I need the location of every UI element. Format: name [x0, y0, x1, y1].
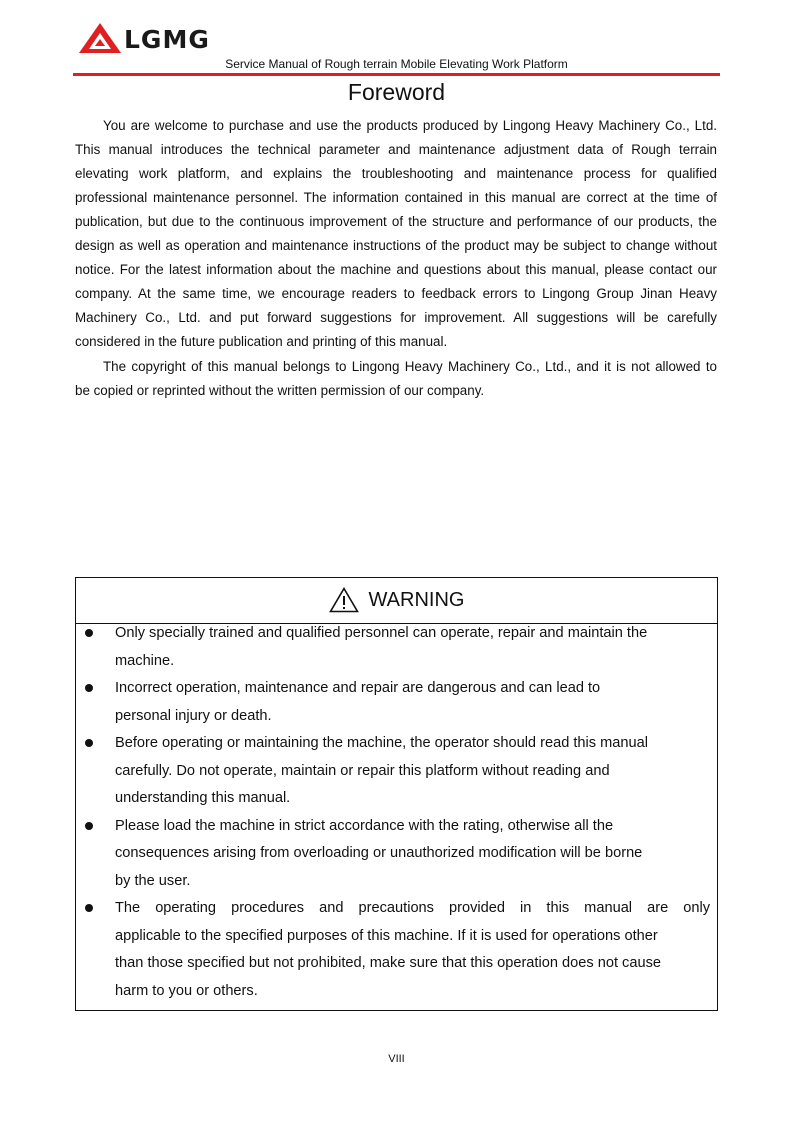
warning-item: [76, 895, 717, 1005]
warning-label: WARNING: [368, 589, 465, 611]
page-title: Foreword: [347, 79, 446, 105]
warning-item: [76, 675, 717, 730]
logo-text: LGMG: [124, 25, 210, 54]
warning-line: Please load the machine in strict accordance with the rating, otherwise all the: [115, 817, 614, 834]
header-divider: [73, 73, 720, 76]
warning-line: Only specially trained and qualified personnel can operate, repair and maintain the: [115, 625, 648, 641]
warning-line: Before operating or maintaining the machine, the operator should read this manual: [115, 735, 648, 751]
foreword-paragraph-1: [75, 114, 717, 354]
paragraph-line: This manual introduces the technical parameter and maintenance adjustment data of Rough terrain: [75, 142, 717, 157]
bullet-icon: [85, 739, 93, 747]
bullet-icon: [85, 629, 93, 637]
paragraph-line: notice. For the latest information about the machine and questions about this manual, please contact our: [75, 262, 717, 277]
paragraph-line: company. At the same time, we encourage readers to feedback errors to Lingong Group Jinan Heavy: [75, 286, 717, 301]
warning-line: carefully. Do not operate, maintain or repair this platform without reading and: [115, 762, 610, 779]
warning-item: [76, 813, 717, 896]
manual-title: Service Manual of Rough terrain Mobile Elevating Work Platform: [225, 57, 568, 71]
foreword-paragraph-2: [75, 355, 717, 403]
warning-line: harm to you or others.: [115, 982, 258, 999]
warning-line: personal injury or death.: [115, 707, 272, 724]
warning-header: [76, 578, 717, 624]
lgmg-logo-mark-icon: [78, 22, 122, 54]
warning-line: The operating procedures and precautions provided in this manual are only: [115, 900, 710, 916]
bullet-icon: [85, 822, 93, 830]
paragraph-line: You are welcome to purchase and use the products produced by Lingong Heavy Machinery Co., Ltd.: [103, 118, 717, 133]
warning-item: [76, 730, 717, 813]
warning-line: machine.: [115, 652, 175, 669]
warning-box: [75, 577, 718, 1011]
warning-line: applicable to the specified purposes of this machine. If it is used for operations other: [115, 927, 658, 944]
paragraph-line: professional maintenance personnel. The information contained in this manual are correct at the time of: [75, 190, 717, 205]
paragraph-line: be copied or reprinted without the written permission of our company.: [75, 383, 485, 398]
warning-line: by the user.: [115, 872, 191, 889]
paragraph-line: Machinery Co., Ltd. and put forward suggestions for improvement. All suggestions will be carefully: [75, 310, 717, 325]
warning-line: Incorrect operation, maintenance and repair are dangerous and can lead to: [115, 680, 601, 696]
paragraph-line: design as well as operation and maintenance instructions of the product may be subject to change without: [75, 238, 717, 253]
bullet-icon: [85, 904, 93, 912]
warning-line: consequences arising from overloading or unauthorized modification will be borne: [115, 845, 643, 861]
warning-line: than those specified but not prohibited, make sure that this operation does not cause: [115, 955, 661, 971]
paragraph-line: publication, but due to the continuous improvement of the structure and performance of our products, the: [75, 214, 717, 229]
bullet-icon: [85, 684, 93, 692]
warning-line: understanding this manual.: [115, 790, 291, 806]
paragraph-line: elevating work platform, and explains the troubleshooting and maintenance process for qualified: [75, 166, 717, 181]
paragraph-line: considered in the future publication and printing of this manual.: [75, 334, 448, 349]
warning-item: [76, 620, 717, 675]
paragraph-line: The copyright of this manual belongs to Lingong Heavy Machinery Co., Ltd., and it is not allowed to: [103, 359, 717, 374]
warning-list: [76, 620, 717, 1005]
warning-triangle-icon: [329, 587, 359, 613]
lgmg-logo: [78, 22, 228, 54]
page-number: VIII: [388, 1053, 405, 1065]
